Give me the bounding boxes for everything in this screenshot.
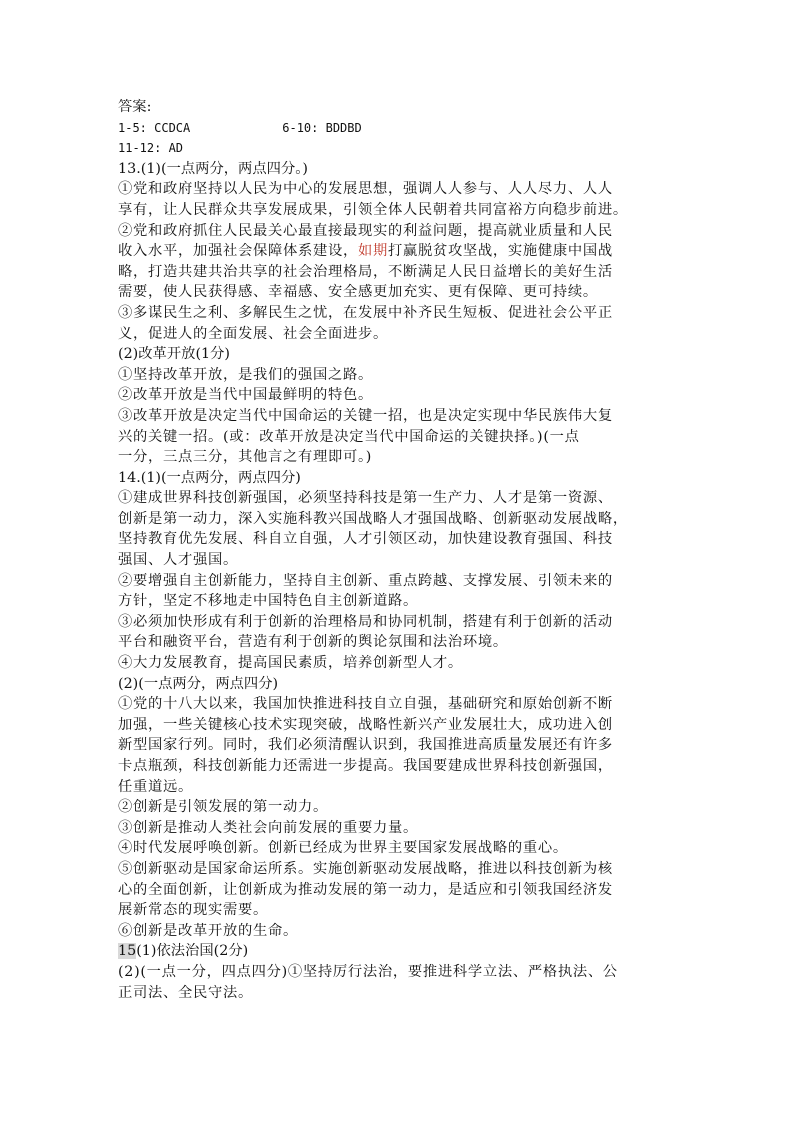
mc-answers-row-2: 11-12: AD: [118, 141, 184, 156]
q14-point3-line1: ③必须加快形成有利于创新的治理格局和协同机制，搭建有利于创新的活动: [118, 613, 613, 630]
q13-point2-line2-c: 打赢脱贫攻坚战，实施健康中国战: [387, 243, 613, 260]
q14-part2-point5-line3: 展新常态的现实需要。: [118, 902, 268, 919]
mc-answers-row-1: [118, 118, 690, 139]
q13-point2-line1: ②党和政府抓住人民最关心最直接最现实的利益问题，提高就业质量和人民: [118, 222, 613, 239]
q13-part2-point3-line1: ③改革开放是决定当代中国命运的关键一招，也是决定实现中华民族伟大复: [118, 407, 613, 424]
q14-part2-heading: (2)(一点两分，两点四分): [118, 675, 279, 692]
q14-part2-point1-line3: 新型国家行列。同时，我们必须清醒认识到，我国推进高质量发展还有许多: [118, 737, 613, 754]
q13-heading: 13.(1)(一点两分，两点四分。): [118, 160, 308, 177]
q14-point3-line2: 平台和融资平台，营造有利于创新的舆论氛围和法治环境。: [118, 634, 508, 651]
q13-point2-line2-a: 收入水平，加强社会保障体系建设，: [118, 243, 358, 260]
q14-point1-line4: 强国、人才强国。: [118, 552, 238, 569]
q14-part2-point3: ③创新是推动人类社会向前发展的重要力量。: [118, 819, 418, 836]
q15-heading: [118, 941, 690, 962]
q13-part2-point3-line3: 一分，三点三分，其他言之有理即可。): [118, 449, 373, 466]
q15-number-highlight: 15: [118, 943, 137, 960]
q14-part2-point6: ⑥创新是改革开放的生命。: [118, 922, 298, 939]
q14-heading: 14.(1)(一点两分，两点四分): [118, 469, 301, 486]
q13-point2-line2: [118, 241, 690, 262]
q13-point3-line1: ③多谋民生之利、多解民生之忧，在发展中补齐民生短板、促进社会公平正: [118, 304, 613, 321]
q13-point2-line4: 需要，使人民获得感、幸福感、安全感更加充实、更有保障、更可持续。: [118, 284, 598, 301]
q14-part2-point1-line2: 加强，一些关键核心技术实现突破，战略性新兴产业发展壮大，成功进入创: [118, 716, 613, 733]
q14-part2-point5-line1: ⑤创新驱动是国家命运所系。实施创新驱动发展战略，推进以科技创新为核: [118, 860, 613, 877]
q14-point1-line1: ①建成世界科技创新强国，必须坚持科技是第一生产力、人才是第一资源、: [118, 490, 613, 507]
answer-document: [118, 97, 690, 1003]
mc-answers-6-10: 6-10: BDDBD: [282, 120, 362, 135]
q13-part2-point3-line2: 兴的关键一招。(或：改革开放是决定当代中国命运的关键抉择。)(一点: [118, 428, 580, 445]
q14-part2-point1-line5: 任重道远。: [118, 778, 193, 795]
q14-part2-point5-line2: 心的全面创新，让创新成为推动发展的第一动力，是适应和引领我国经济发: [118, 881, 613, 898]
q13-point1-line2: 享有，让人民群众共享发展成果，引领全体人民朝着共同富裕方向稳步前进。: [118, 201, 628, 218]
q13-point1-line1: ①党和政府坚持以人民为中心的发展思想，强调人人参与、人人尽力、人人: [118, 181, 613, 198]
q13-part2-heading: (2)改革开放(1分): [118, 346, 230, 363]
q14-point2-line1: ②要增强自主创新能力，坚持自主创新、重点跨越、支撑发展、引领未来的: [118, 572, 613, 589]
q14-part2-point1-line1: ①党的十八大以来，我国加快推进科技自立自强，基础研究和原始创新不断: [118, 696, 613, 713]
q15-part2-line2: 正司法、全民守法。: [118, 984, 253, 1001]
q13-point2-line3: 略，打造共建共治共享的社会治理格局，不断满足人民日益增长的美好生活: [118, 263, 613, 280]
q15-part2-line1: (2)(一点一分，四点四分)①坚持厉行法治，要推进科学立法、严格执法、公: [118, 963, 618, 980]
q14-part2-point4: ④时代发展呼唤创新。创新已经成为世界主要国家发展战略的重心。: [118, 840, 568, 857]
q13-point2-highlight-word: 如期: [357, 243, 388, 260]
q14-part2-point2: ②创新是引领发展的第一动力。: [118, 799, 328, 816]
q14-part2-point1-line4: 卡点瓶颈，科技创新能力还需进一步提高。我国要建成世界科技创新强国，: [118, 758, 613, 774]
q14-point1-line2: 创新是第一动力，深入实施科教兴国战略人才强国战略、创新驱动发展战略，: [118, 510, 628, 527]
q13-point3-line2: 义，促进人的全面发展、社会全面进步。: [118, 325, 388, 342]
q15-heading-text: (1)依法治国(2分): [136, 943, 249, 960]
q14-point4: ④大力发展教育，提高国民素质，培养创新型人才。: [118, 655, 463, 672]
answer-header: 答案:: [118, 99, 152, 115]
q13-part2-point2: ②改革开放是当代中国最鲜明的特色。: [118, 387, 373, 404]
mc-answers-1-5: 1-5: CCDCA: [118, 120, 191, 135]
q13-part2-point1: ①坚持改革开放，是我们的强国之路。: [118, 366, 373, 383]
q14-point1-line3: 坚持教育优先发展、科自立自强，人才引领区动，加快建设教育强国、科技: [118, 531, 613, 548]
q14-point2-line2: 方针，坚定不移地走中国特色自主创新道路。: [118, 593, 418, 610]
